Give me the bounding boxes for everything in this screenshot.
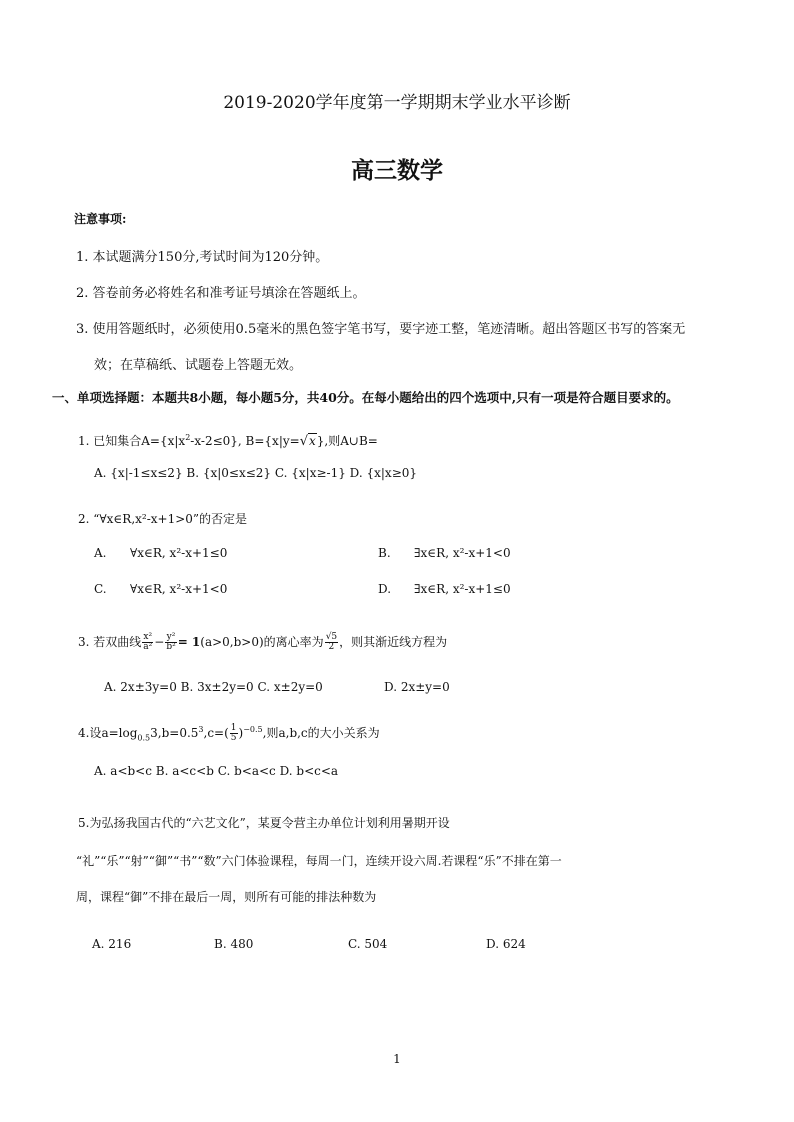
question-2-option-d: ∃x∈R, x²-x+1≤0: [414, 582, 511, 596]
question-5-option-b: B. 480: [214, 937, 254, 951]
exam-title: 2019-2020学年度第一学期期末学业水平诊断: [223, 93, 571, 113]
question-3-option-d: D. 2x±y=0: [384, 680, 450, 694]
question-3-options: A. 2x±3y=0 B. 3x±2y=0 C. x±2y=0: [104, 680, 323, 694]
question-2-option-b: ∃x∈R, x²-x+1<0: [414, 546, 511, 560]
question-5-option-d: D. 624: [486, 937, 526, 951]
question-2-option-b-label: B.: [378, 546, 391, 560]
question-2-option-c: ∀x∈R, x²-x+1<0: [130, 582, 228, 596]
section-1-heading: 一、单项选择题：本题共8小题，每小题5分，共40分。在每小题给出的四个选项中,只有一项是符合题目要求的。: [52, 390, 679, 405]
fraction-x2-a2: $\frac{\text{x²}}{\text{a²}}$: [143, 632, 153, 652]
question-1-options: A. {x|-1≤x≤2} B. {x|0≤x≤2} C. {x|x≥-1} D. {x|x≥0}: [94, 466, 418, 480]
question-5-option-a: A. 216: [92, 937, 132, 951]
fraction-y2-b2: $\frac{\text{y²}}{\text{b²}}$: [166, 632, 176, 652]
question-2-option-a-label: A.: [94, 546, 107, 560]
question-2-option-a: ∀x∈R, x²-x+1≤0: [130, 546, 228, 560]
page-number: 1: [393, 1052, 401, 1066]
question-5-line-1: 5.为弘扬我国古代的“六艺文化”，某夏令营主办单位计划利用暑期开设: [78, 816, 450, 830]
notice-heading: 注意事项:: [74, 212, 127, 226]
notice-item-3-cont: 效；在草稿纸、试题卷上答题无效。: [94, 358, 303, 373]
exam-subject: 高三数学: [351, 157, 443, 184]
question-2-option-d-label: D.: [378, 582, 392, 596]
question-4-options: A. a<b<c B. a<c<b C. b<a<c D. b<c<a: [94, 764, 339, 778]
notice-item-2: 2. 答卷前务必将姓名和准考证号填涂在答题纸上。: [76, 286, 366, 301]
question-5-line-3: 周，课程“御”不排在最后一周，则所有可能的排法种数为: [76, 890, 377, 904]
question-4-stem: 4.设$a=\log_{0.5}3,b=0.5^3,c=$( $\frac{1}{5}$ )$^{-0.5}$,则a,b,c的大小关系为: [78, 723, 380, 743]
fraction-sqrt5-2: $\frac{√5}{2}$: [325, 632, 338, 652]
question-3-stem: 3. 若双曲线 $\frac{\text{x²}}{\text{a²}}$ − $\frac{\text{y²}}{\text{b²}}$ = 1(a>0,b>0)的离心率为 $\frac{√5}{2}$ ，则其渐近线方程为: [78, 632, 448, 652]
question-1-stem: 1. 已知集合$A=\{x|x^2-x-2\le 0\}$, B={x|y=√x},则A∪B=: [78, 433, 378, 449]
fraction-1-5: $\frac{1}{5}$: [230, 723, 237, 743]
notice-item-3: 3. 使用答题纸时，必须使用0.5毫米的黑色签字笔书写，要字迹工整，笔迹清晰。超出答题区书写的答案无: [76, 322, 686, 337]
question-2-option-c-label: C.: [94, 582, 107, 596]
question-5-line-2: “礼”“乐”“射”“御”“书”“数”六门体验课程，每周一门，连续开设六周.若课程“乐”不排在第一: [76, 854, 562, 868]
notice-item-1: 1. 本试题满分150分,考试时间为120分钟。: [76, 250, 329, 265]
question-5-option-c: C. 504: [348, 937, 388, 951]
question-2-stem: 2. “∀x∈R,x²-x+1>0”的否定是: [78, 512, 248, 526]
